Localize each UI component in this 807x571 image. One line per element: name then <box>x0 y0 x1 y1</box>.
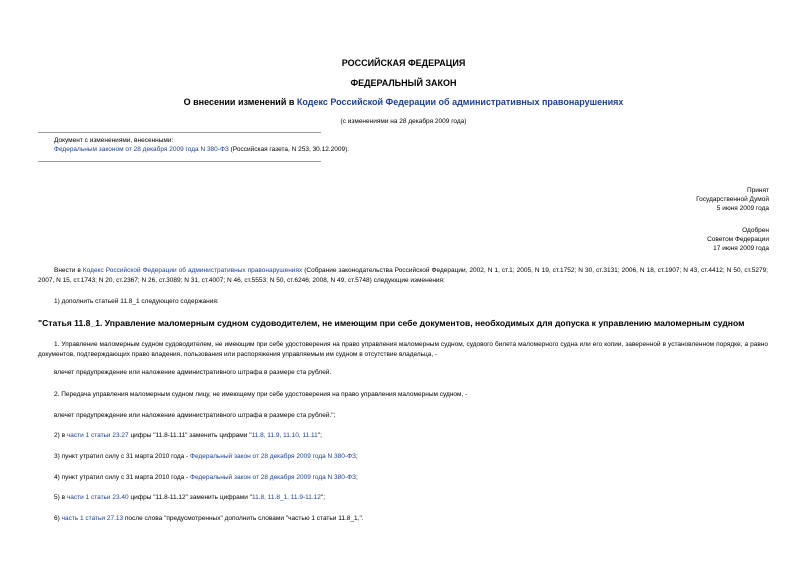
bottom-divider <box>38 161 321 162</box>
law-title-prefix: О внесении изменений в <box>183 97 297 107</box>
item-5-link[interactable]: части 1 статьи 23.40 <box>66 494 129 501</box>
amendments-source-tail: (Российская газета, N 253, 30.12.2009). <box>228 146 350 153</box>
item-5-text-a: 5) в <box>54 494 67 501</box>
accepted-date: 5 июня 2009 года <box>716 205 769 212</box>
accepted-label: Принят <box>746 187 769 194</box>
item-5-text-b: цифры "11.8-11.12" заменить цифрами " <box>128 494 252 501</box>
amending-law-link[interactable]: Федеральным законом от 28 декабря 2009 года N 380-ФЗ <box>54 146 229 153</box>
amendments-source <box>54 145 384 154</box>
accepted-by: Государственной Думой <box>696 196 769 203</box>
intro-prefix: Внести в <box>54 267 83 274</box>
item-2-link[interactable]: части 1 статьи 23.27 <box>66 432 129 439</box>
item-3-link[interactable]: Федеральный закон от 28 декабря 2009 года N 380-ФЗ <box>190 453 356 460</box>
intro-tail: (Собрание законодательства Российской Федерации, 2002, N 1, ст.1; 2005, N 19, ст.1752; N 30, ст.3131; 2006, N 18, ст.1907; N 43, ст.4412; N 50, ст.5279; 2007, N 15, ст.1743; N 20, ст.2367; N 26, ст.3089; N 31, ст.4007; N 46, ст.5553; N 50, ст.6246; 2008, N 49, ст.5748) следующие изменения: <box>38 267 768 284</box>
item-4-link[interactable]: Федеральный закон от 28 декабря 2009 года N 380-ФЗ <box>190 474 356 481</box>
amendments-box <box>54 136 384 154</box>
paragraph-2-penalty: влечет предупреждение или наложение административного штрафа в размере ста рублей."; <box>54 412 336 419</box>
adoption-council <box>707 226 769 253</box>
paragraph-1: 1. Управление маломерным судном судоводителем, не имеющим при себе удостоверения на право управления маломерным судном, судового билета маломерного судна или его копии, заверенной в установленном порядке, а равно документов, подтверждающих право владения, пользования или распоряжения управляемым им судном в отсутствие владельца, - <box>38 341 768 358</box>
item-2-text-a: 2) в <box>54 432 67 439</box>
intro-code-link[interactable]: Кодекс Российской Федерации об административных правонарушениях <box>82 267 303 274</box>
code-link[interactable]: Кодекс Российской Федерации об административных правонарушениях <box>296 97 624 107</box>
item-2-text-c: "; <box>317 432 322 439</box>
item-3 <box>38 452 768 462</box>
item-4-text-a: 4) пункт утратил силу с 31 марта 2010 года - <box>54 474 191 481</box>
item-5-text-c: "; <box>320 494 326 501</box>
approved-date: 17 июня 2009 года <box>713 245 769 252</box>
adoption-duma <box>696 186 769 213</box>
approved-by: Советом Федерации <box>707 236 769 243</box>
paragraph-2: 2. Передача управления маломерным судном лицу, не имеющему при себе удостоверения на право управления маломерным судном, - <box>54 391 468 398</box>
item-1: 1) дополнить статьей 11.8_1 следующего содержания: <box>54 298 219 305</box>
country-heading: РОССИЙСКАЯ ФЕДЕРАЦИЯ <box>341 58 466 68</box>
item-6-text-a: 6) <box>54 515 62 522</box>
item-3-text-b: ; <box>355 453 358 460</box>
item-6 <box>38 514 768 524</box>
item-6-link[interactable]: часть 1 статьи 27.13 <box>61 515 124 522</box>
item-6-text-b: после слова "предусмотренных" дополнить словами "частью 1 статьи 11.8_1,". <box>123 515 364 522</box>
item-4 <box>38 473 768 483</box>
item-5 <box>38 493 768 503</box>
law-title <box>0 97 807 107</box>
law-type-heading: ФЕДЕРАЛЬНЫЙ ЗАКОН <box>350 78 457 88</box>
item-2 <box>38 431 768 441</box>
paragraph-1-penalty: влечет предупреждение или наложение административного штрафа в размере ста рублей. <box>54 369 332 376</box>
top-divider <box>38 132 321 133</box>
item-2-text-b: цифры "11.8-11.11" заменить цифрами " <box>128 432 252 439</box>
item-3-text-a: 3) пункт утратил силу с 31 марта 2010 года - <box>54 453 191 460</box>
amendments-label: Документ с изменениями, внесенными: <box>54 137 174 144</box>
item-2-link-2[interactable]: 11.8, 11.9, 11.10, 11.11 <box>251 432 318 439</box>
revision-note: (с изменениями на 28 декабря 2009 года) <box>340 118 467 125</box>
intro-paragraph <box>38 266 768 285</box>
item-4-text-b: ; <box>355 474 358 481</box>
approved-label: Одобрен <box>742 227 769 234</box>
article-title: "Статья 11.8_1. Управление маломерным судном судоводителем, не имеющим при себе документов, необходимых для допуска к управлению маломерным судном <box>38 318 745 328</box>
item-5-link-2[interactable]: 11.8, 11.8_1, 11.9-11.12 <box>252 494 321 501</box>
